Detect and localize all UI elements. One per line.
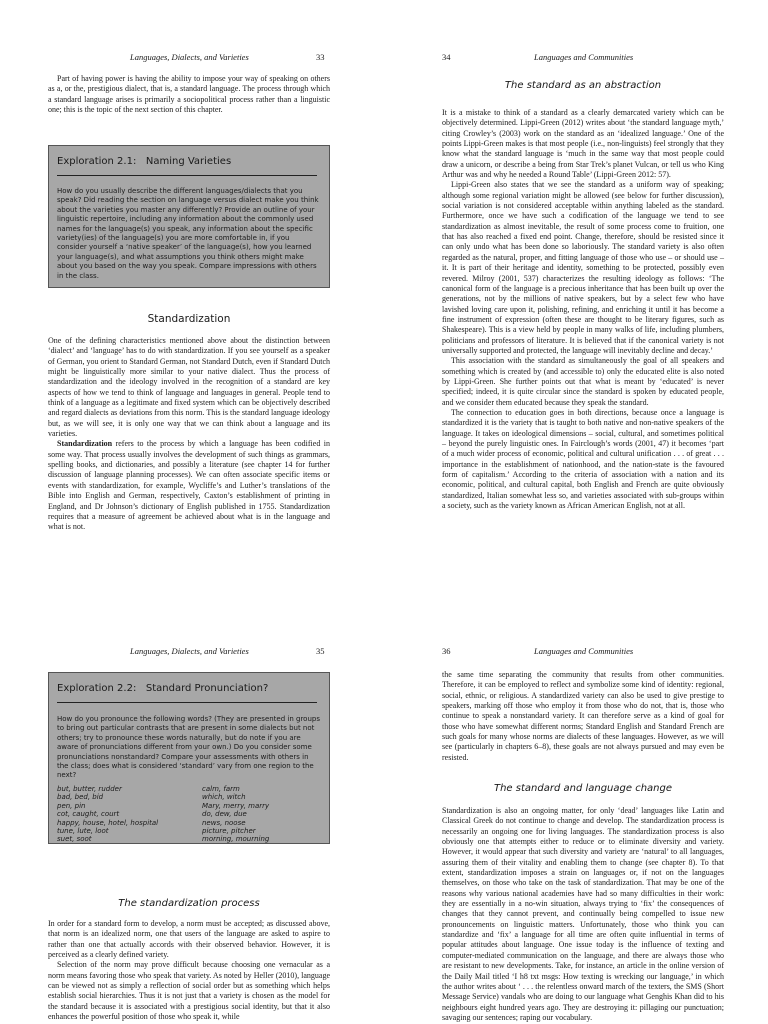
word-group: picture, pitcher bbox=[202, 827, 256, 836]
section-heading: The standard as an abstraction bbox=[504, 80, 662, 91]
paragraph: Lippi-Green also states that we see the standard as a uniform way of speaking; although some regional variation might be allowed (see below for further discussion), social variation is not considered acceptable within anything labeled as the standard. Furthermore, once we have such a codification of the language we tend to see standardization as almost inevitable, the result of some process come to fruition, one that has also reached a fixed end point. Change, therefore, should be resisted since it can only undo what has been done so laboriously. The standard variety is also often regarded as the natural, proper, and fitting language of those who use – or should use – it. It is part of their heritage and identity, something to be protected, possibly even revered. Milroy (2001, 537) characterizes the resulting ideology as follows: ‘The canonical form of the language is a precious inheritance that has been built up over the generations, not by the millions of native speakers, but by a select few who have lavished loving care upon it, polishing, refining, and enriching it until it has become a fine instrument of expression (often these are thought to be literary figures, such as Shakespeare). This is a view held by people in many walks of life, including plumbers, politicians and professors of literature. It is believed that if the canonical variety is not universally supported and protected, the language will inevitably decline and decay.’ bbox=[442, 180, 724, 355]
box-text: How do you usually describe the different languages/dialects that you speak? Did reading the section on language versus dialect make you think about the varieties you master any differently? Provide an outline of your linguistic repertoire, including any information about the commonly used names for the language(s) you speak, any information about the specific variety(ies) of the language(s) you are more comfortable in, if you consider yourself a ‘native speaker’ of the language(s), how you learned your language(s), and what assumptions you think others might make about you based on the way you speak. Compare impressions with others in the class. bbox=[57, 187, 319, 280]
running-head: Languages and Communities bbox=[534, 646, 634, 656]
word-group: but, butter, rudder bbox=[57, 785, 122, 793]
box-title: Exploration 2.1: Naming Varieties bbox=[57, 156, 232, 167]
word-group: cot, caught, court bbox=[57, 810, 120, 819]
exploration-box bbox=[48, 672, 330, 844]
paragraph: Standardization is also an ongoing matter, for only ‘dead’ languages like Latin and Classical Greek do not continue to change and develop. The standardization process is necessarily an ongoing one for living languages. The standardization process is also obviously one that attempts either to reduce or to eliminate diversity and variety. However, it would appear that such diversity and variety are ‘natural’ to all languages, assuring them of their vitality and enabling them to change (see chapter 8). To that extent, standardization imposes a strain on languages or, if not on the languages themselves, on those who take on the task of standardization. That may be one of the reasons why various national academies have had so many difficulties in their work: they are essentially in a no-win situation, always trying to ‘fix’ the consequences of changes that they cannot prevent, and continually being compelled to issue new pronouncements on linguistic matters. Unfortunately, those who think you can standardize and ‘fix’ a language for all time are often quite influential in terms of popular attitudes about language. One issue today is the influence of texting and computer-mediated communication on the language, and there are always those who are resistant to new developments. Take, for instance, an article in the online version of the Daily Mail titled ‘I h8 txt msgs: How texting is wrecking our language,’ in which the author writes about ‘ . . . the relentless onward march of the texters, the SMS (Short Message Service) vandals who are doing to our language what Genghis Khan did to his neighbours eight hundred years ago. They are destroying it: pillaging our punctuation; savaging our sentences; raping our vocabulary. bbox=[442, 806, 724, 1022]
page-number: 35 bbox=[316, 646, 325, 656]
word-group: calm, farm bbox=[202, 785, 240, 793]
word-group: news, noose bbox=[202, 818, 246, 827]
box-rule bbox=[57, 175, 317, 176]
section-heading: The standardization process bbox=[118, 898, 260, 909]
word-group: do, dew, due bbox=[202, 810, 247, 819]
word-list-right bbox=[202, 785, 269, 844]
word-group: morning, mourning bbox=[202, 835, 270, 844]
word-group: bad, bed, bid bbox=[57, 793, 104, 802]
page-number: 36 bbox=[442, 646, 451, 656]
paragraph-text: refers to the process by which a language has been codified in some way. That process usually involves the development of such things as grammars, spelling books, and dictionaries, and possibly a literature (see chapter 14 for further discussion of language planning processes). We can often associate specific items or events with standardization, for example, Wycliffe’s and Luther’s translations of the Bible into English and German, respectively, Caxton’s establishment of printing in England, and Dr Johnson’s dictionary of English published in 1755. Standardization requires that a measure of agreement be achieved about what is in the language and what is not. bbox=[48, 439, 330, 532]
intro-paragraph: Part of having power is having the ability to impose your way of speaking on others as a, or the, prestigious dialect, that is, a standard language. The process through which a standard language arises is primarily a sociopolitical process rather than a linguistic one; this is the topic of the next section of this chapter. bbox=[48, 74, 330, 115]
paragraph: This association with the standard as simultaneously the goal of all speakers and something which is created by (and accessible to) only the educated elite is also noted by Lippi-Green. She further points out that what is meant by ‘educated’ is never specified; indeed, it is quite circular since the standard is spoken by educated people, and we consider them educated because they speak the standard. bbox=[442, 356, 724, 407]
paragraph: In order for a standard form to develop, a norm must be accepted; as discussed above, that norm is an idealized norm, one that users of the language are asked to aspire to rather than one that actually accords with their observed behavior. However, it is perceived as a clearly defined variety. bbox=[48, 919, 330, 960]
word-group: which, witch bbox=[202, 793, 246, 802]
word-group: happy, house, hotel, hospital bbox=[57, 818, 159, 827]
paragraph: It is a mistake to think of a standard as a clearly demarcated variety which can be objectively determined. Lippi-Green (2012) writes about ‘the standard language myth,’ citing Crowley’s (2003) work on the standard as an ‘idealized language.’ One of the points Lippi-Green makes is that most people (i.e., non-linguists) feel strongly that they know what the standard language is ‘much in the same way that most people could draw a unicorn, or describe a being from Star Trek’s planet Vulcan, or tell us who King Arthur was and why he needed a Round Table’ (Lippi-Green 2012: 57). bbox=[442, 108, 724, 180]
word-group: suet, soot bbox=[57, 835, 92, 844]
paragraph: One of the defining characteristics mentioned above about the distinction between ‘dialect’ and ‘language’ has to do with standardization. If you see yourself as a speaker of German, you orient to Standard German, not Standard Dutch, even if Standard Dutch might be linguistically more similar to your native dialect. Thus the process of standardization and the ideology involved in the recognition of a standard are key aspects of how we tend to think of language and languages in general. People tend to think of a language as a legitimate and fixed system which can be objectively described and regard dialects as deviations from this norm. This is the standard language ideology but, as we will see, it is only one way that we can think about a language and its varieties. bbox=[48, 336, 330, 439]
paragraph: Selection of the norm may prove difficult because choosing one vernacular as a norm means favoring those who speak that variety. As noted by Heller (2010), language can be viewed not as simply a reflection of social order but as something which helps establish social hierarchies. Thus it is not just that a variety is chosen as the model for the standard because it is associated with a prestigious social identity, but that it also enhances the powerful position of those who speak it, while bbox=[48, 960, 330, 1022]
word-list-left bbox=[57, 785, 158, 844]
box-text: How do you pronounce the following words? (They are presented in groups to bring out particular contrasts that are present in some dialects but not others; try to pronounce these words naturally, but do note if you are aware of pronunciations different from your own.) Do you consider some pronunciations nonstandard? Compare your assessments with others in the class; does what is considered ‘standard’ vary from one region to the next? bbox=[57, 715, 320, 780]
box-title: Exploration 2.2: Standard Pronunciation? bbox=[57, 683, 269, 694]
page-number: 34 bbox=[442, 52, 451, 62]
running-head: Languages, Dialects, and Varieties bbox=[130, 646, 249, 656]
word-group: Mary, merry, marry bbox=[202, 801, 270, 810]
section-heading: Standardization bbox=[147, 313, 231, 325]
running-head: Languages, Dialects, and Varieties bbox=[130, 52, 249, 62]
exploration-box bbox=[48, 145, 330, 288]
page-number: 33 bbox=[316, 52, 325, 62]
paragraph: The connection to education goes in both directions, because once a language is standardized it is the variety that is taught to both native and non-native speakers of the language. It takes on ideological dimensions – social, cultural, and sometimes political – beyond the purely linguistic ones. In Fairclough’s words (2001, 47) it becomes ‘part of a much wider process of economic, political and cultural unification . . . of great . . . importance in the establishment of nationhood, and the nation-state is the favoured form of capitalism.’ According to the criteria of association with a nation and its economic, political, and cultural capital, both English and French are quite obviously standardized, Italian somewhat less so, and varieties associated with sub-groups within a society, such as the variety known as African American English, not at all. bbox=[442, 407, 724, 511]
word-group: pen, pin bbox=[57, 801, 86, 810]
section-heading: The standard and language change bbox=[493, 783, 673, 794]
word-group: tune, lute, loot bbox=[57, 827, 109, 836]
bold-term: Standardization bbox=[57, 439, 113, 449]
box-rule bbox=[57, 702, 317, 703]
paragraph bbox=[48, 439, 330, 532]
running-head: Languages and Communities bbox=[534, 52, 634, 62]
paragraph: the same time separating the community that results from other communities. Therefore, it can be employed to reflect and symbolize some kind of identity: regional, social, ethnic, or religious. A standardized variety can also be used to give prestige to speakers, marking off those who employ it from those who do not, that is, those who continue to speak a nonstandard variety. It can therefore serve as a kind of goal for those who have somewhat different norms; Standard English and Standard French are such goals for many whose norms are dialects of these languages. However, as we will see (particularly in chapters 6–8), these goals are not always pursued and may even be resisted. bbox=[442, 670, 724, 762]
